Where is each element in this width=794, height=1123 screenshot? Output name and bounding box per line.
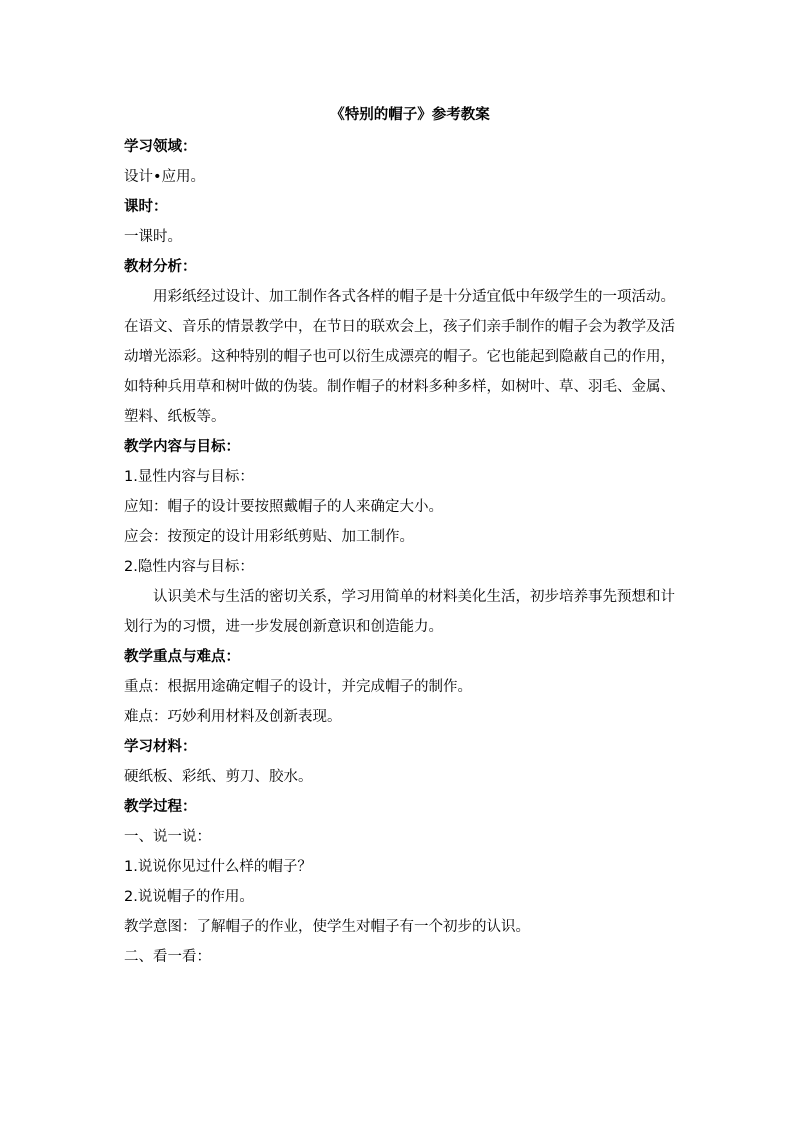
- paragraph-line: 划行为的习惯，进一步发展创新意识和创造能力。: [124, 619, 443, 635]
- section-heading-teaching-process: 教学过程：: [124, 799, 197, 815]
- paragraph-line: 塑料、纸板等。: [124, 409, 226, 425]
- document-body: [124, 100, 696, 972]
- text-line: 教学意图：了解帽子的作业，使学生对帽子有一个初步的认识。: [124, 919, 530, 935]
- text-line: 应会：按预定的设计用彩纸剪贴、加工制作。: [124, 529, 414, 545]
- paragraph-line: 动增光添彩。这种特别的帽子也可以衍生成漂亮的帽子。它也能起到隐蔽自己的作用，: [124, 349, 675, 365]
- section-heading-content-goals: 教学内容与目标：: [124, 439, 240, 455]
- section-heading-key-points: 教学重点与难点：: [124, 649, 240, 665]
- section-heading-class-hours: 课时：: [124, 199, 168, 215]
- text-line: 难点：巧妙利用材料及创新表现。: [124, 709, 342, 725]
- paragraph-line: 认识美术与生活的密切关系，学习用简单的材料美化生活，初步培养事先预想和计: [153, 589, 675, 605]
- paragraph-line: 在语文、音乐的情景教学中，在节日的联欢会上，孩子们亲手制作的帽子会为教学及活: [124, 319, 675, 335]
- text-line: 硬纸板、彩纸、剪刀、胶水。: [124, 769, 313, 785]
- paragraph-line: 用彩纸经过设计、加工制作各式各样的帽子是十分适宜低中年级学生的一项活动。: [153, 289, 675, 305]
- text-line: 应知：帽子的设计要按照戴帽子的人来确定大小。: [124, 499, 443, 515]
- paragraph-textbook-analysis: [124, 282, 696, 432]
- text-line: 2.说说帽子的作用。: [124, 889, 254, 905]
- text-line: 重点：根据用途确定帽子的设计，并完成帽子的制作。: [124, 679, 472, 695]
- section-heading-textbook-analysis: 教材分析：: [124, 259, 197, 275]
- text-line: 一、说一说：: [124, 829, 211, 845]
- paragraph-line: 如特种兵用草和树叶做的伪装。制作帽子的材料多种多样，如树叶、草、羽毛、金属、: [124, 379, 675, 395]
- paragraph-hidden-goals: [124, 582, 696, 642]
- section-heading-learning-domain: 学习领域：: [124, 139, 197, 155]
- text-line: 二、看一看：: [124, 949, 211, 965]
- document-title: 《特别的帽子》参考教案: [330, 107, 490, 123]
- text-line: 设计•应用。: [124, 169, 206, 185]
- text-line: 1.说说你见过什么样的帽子？: [124, 859, 312, 875]
- text-line: 2.隐性内容与目标：: [124, 559, 254, 575]
- text-line: 1.显性内容与目标：: [124, 469, 254, 485]
- section-heading-materials: 学习材料：: [124, 739, 197, 755]
- text-line: 一课时。: [124, 229, 182, 245]
